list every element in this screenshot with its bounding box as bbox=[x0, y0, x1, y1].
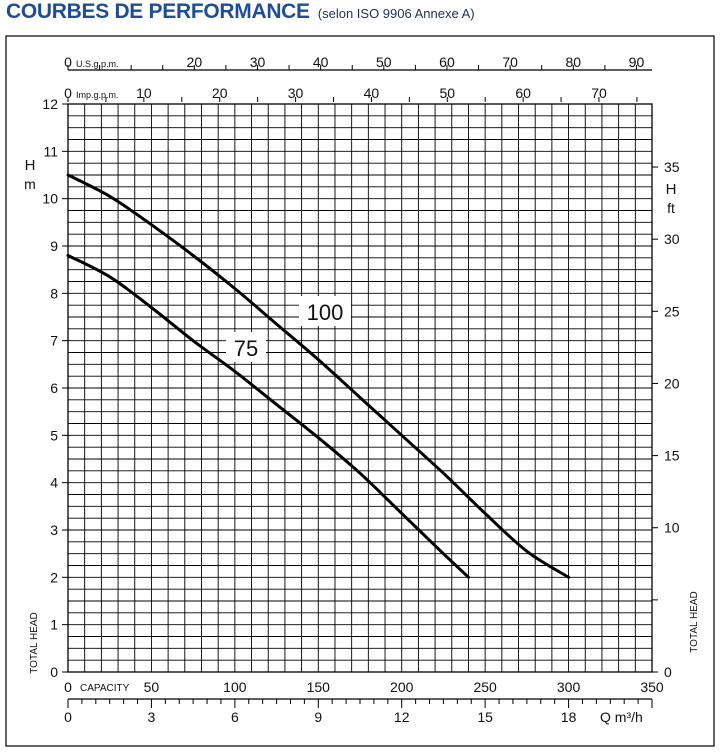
right-axis-unit-ft: ft bbox=[667, 200, 675, 216]
usgpm-tick-label: 90 bbox=[628, 54, 645, 70]
usgpm-tick-label: 60 bbox=[439, 54, 455, 70]
bottom-lpm-tick-label: 50 bbox=[143, 679, 160, 695]
bottom-lpm-tick-label: 250 bbox=[473, 679, 497, 695]
impgpm-tick-label: 50 bbox=[439, 85, 456, 101]
impgpm-tick-label: 30 bbox=[287, 85, 304, 101]
m3h-tick-label: 3 bbox=[147, 709, 156, 725]
m3h-tick-label: 0 bbox=[64, 709, 72, 725]
bottom-lpm-tick-label: 150 bbox=[306, 679, 330, 695]
left-tick-label: 11 bbox=[43, 143, 58, 160]
bottom-lpm-tick-label: 0 bbox=[64, 679, 72, 695]
curve-label-75: 75 bbox=[233, 336, 259, 361]
right-axis-side-label: TOTAL HEAD bbox=[689, 591, 700, 653]
usgpm-tick-label: 20 bbox=[186, 54, 203, 70]
usgpm-tick-label: 70 bbox=[502, 54, 518, 70]
left-axis-unit-m: m bbox=[24, 176, 36, 192]
left-tick-label: 9 bbox=[50, 238, 58, 254]
left-axis-unit-h: H bbox=[24, 157, 36, 174]
left-tick-label: 3 bbox=[50, 522, 58, 538]
usgpm-tick-label: 80 bbox=[565, 54, 582, 70]
m3h-axis-label: Q m³/h bbox=[600, 709, 643, 725]
impgpm-tick-label: 0 bbox=[64, 85, 72, 101]
usgpm-tick-label: 30 bbox=[249, 54, 266, 70]
left-tick-label: 10 bbox=[42, 190, 58, 207]
chart-subtitle: (selon ISO 9906 Annexe A) bbox=[317, 6, 475, 21]
impgpm-tick-label: 60 bbox=[515, 85, 531, 101]
left-tick-label: 4 bbox=[50, 474, 58, 491]
left-tick-label: 6 bbox=[50, 380, 58, 396]
impgpm-tick-label: 20 bbox=[211, 85, 228, 101]
right-tick-label: 15 bbox=[664, 447, 680, 464]
left-tick-label: 1 bbox=[50, 616, 58, 633]
right-tick-label: 20 bbox=[664, 375, 680, 392]
right-tick-label: 30 bbox=[664, 231, 680, 248]
impgpm-tick-label: 40 bbox=[363, 85, 380, 101]
left-tick-label: 0 bbox=[50, 664, 58, 680]
m3h-tick-label: 12 bbox=[393, 709, 410, 725]
bottom-lpm-tick-label: 200 bbox=[390, 679, 414, 695]
curve-label-100: 100 bbox=[306, 300, 344, 325]
impgpm-tick-label: 10 bbox=[136, 85, 152, 101]
left-tick-label: 7 bbox=[50, 332, 58, 349]
m3h-tick-label: 15 bbox=[477, 709, 493, 725]
usgpm-axis-label: U.S.g.p.m. bbox=[76, 59, 119, 69]
right-tick-label: 35 bbox=[664, 159, 680, 176]
left-tick-label: 8 bbox=[50, 285, 58, 302]
m3h-tick-label: 18 bbox=[560, 709, 577, 725]
capacity-label: CAPACITY bbox=[80, 683, 130, 694]
m3h-tick-label: 9 bbox=[314, 709, 323, 725]
usgpm-tick-label: 40 bbox=[312, 54, 329, 70]
left-tick-label: 2 bbox=[50, 569, 58, 586]
bottom-lpm-tick-label: 100 bbox=[223, 679, 247, 695]
left-axis-side-label: TOTAL HEAD bbox=[29, 612, 40, 674]
right-tick-label: 0 bbox=[664, 664, 672, 680]
left-tick-label: 5 bbox=[50, 427, 58, 444]
bottom-lpm-tick-label: 300 bbox=[556, 679, 581, 695]
impgpm-axis-label: Imp.g.p.m. bbox=[76, 90, 119, 100]
usgpm-tick-label: 50 bbox=[376, 54, 392, 70]
m3h-tick-label: 6 bbox=[230, 709, 239, 725]
right-tick-label: 10 bbox=[664, 519, 680, 536]
chart-frame bbox=[6, 36, 714, 746]
right-axis-unit-h: H bbox=[665, 181, 677, 198]
chart-title: COURBES DE PERFORMANCE bbox=[6, 0, 310, 23]
bottom-lpm-tick-label: 350 bbox=[640, 679, 664, 695]
right-tick-label: 25 bbox=[664, 303, 680, 320]
left-tick-label: 12 bbox=[42, 96, 58, 112]
usgpm-tick-label: 0 bbox=[64, 54, 72, 70]
impgpm-tick-label: 70 bbox=[591, 85, 607, 101]
